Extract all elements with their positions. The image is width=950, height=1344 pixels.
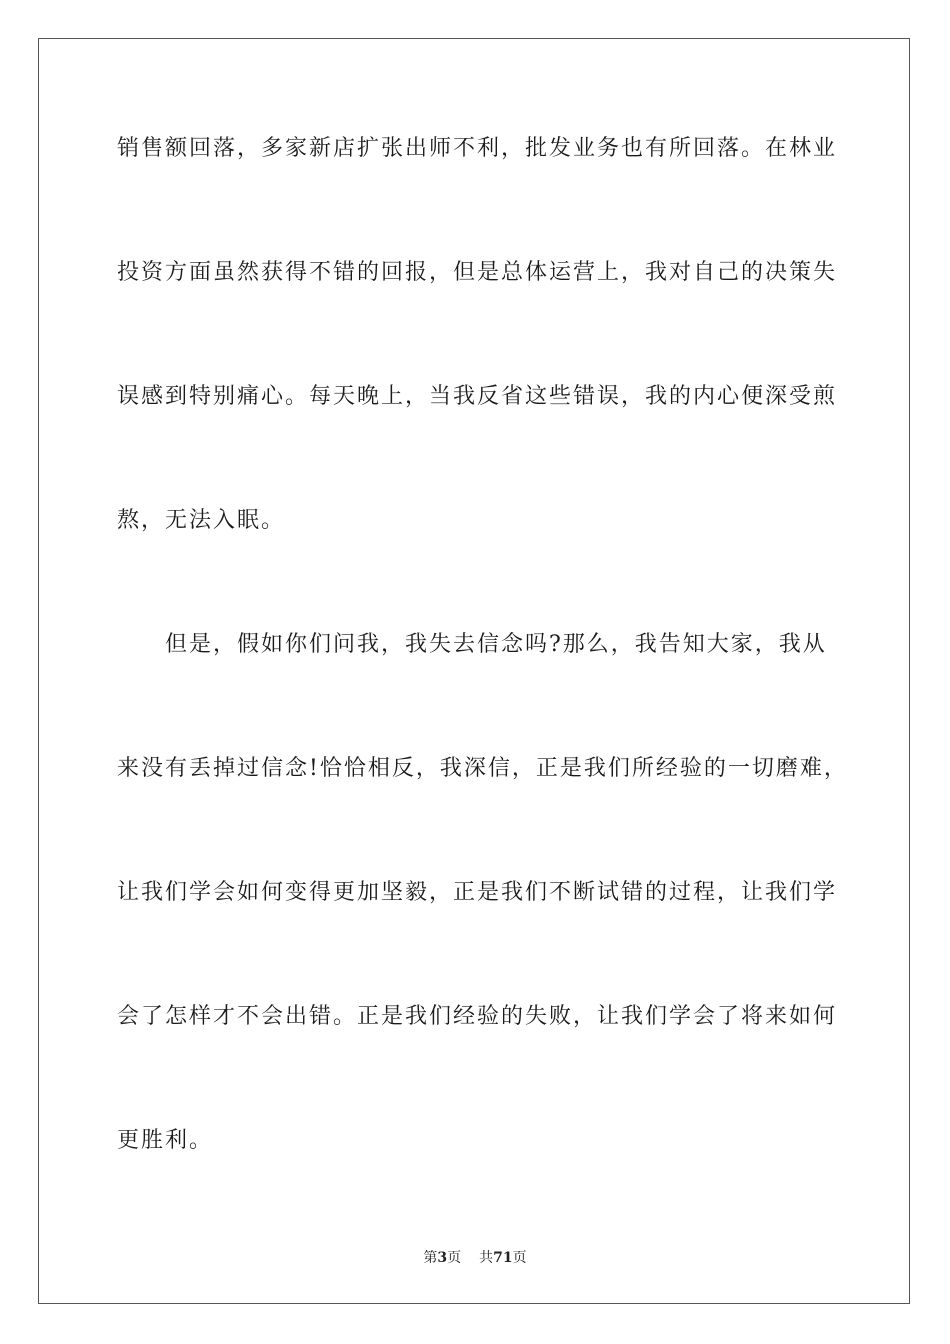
- total-pages: 71: [493, 1250, 513, 1266]
- paragraph-1-line-3: 误感到特别痛心。每天晚上，当我反省这些错误，我的内心便深受煎: [117, 384, 838, 409]
- total-prefix: 共: [479, 1250, 494, 1266]
- paragraph-2-line-3: 让我们学会如何变得更加坚毅，正是我们不断试错的过程，让我们学: [117, 880, 838, 905]
- page-footer: [0, 1247, 950, 1267]
- paragraph-1-line-1: 销售额回落，多家新店扩张出师不利，批发业务也有所回落。在林业: [117, 136, 838, 161]
- paragraph-2-line-1: 但是，假如你们问我，我失去信念吗?那么，我告知大家，我从: [165, 632, 827, 657]
- paragraph-1-line-4: 熬，无法入眠。: [117, 508, 286, 533]
- paragraph-1-line-2: 投资方面虽然获得不错的回报，但是总体运营上，我对自己的决策失: [117, 260, 838, 285]
- page-prefix: 第: [423, 1250, 438, 1266]
- total-suffix: 页: [512, 1250, 527, 1266]
- page-suffix: 页: [447, 1250, 462, 1266]
- page-number: 3: [437, 1250, 448, 1266]
- paragraph-2-line-2: 来没有丢掉过信念!恰恰相反，我深信，正是我们所经验的一切磨难，: [117, 756, 848, 781]
- paragraph-2-line-4: 会了怎样才不会出错。正是我们经验的失败，让我们学会了将来如何: [117, 1004, 838, 1029]
- paragraph-2-line-5: 更胜利。: [117, 1128, 214, 1153]
- document-body: [117, 118, 857, 1234]
